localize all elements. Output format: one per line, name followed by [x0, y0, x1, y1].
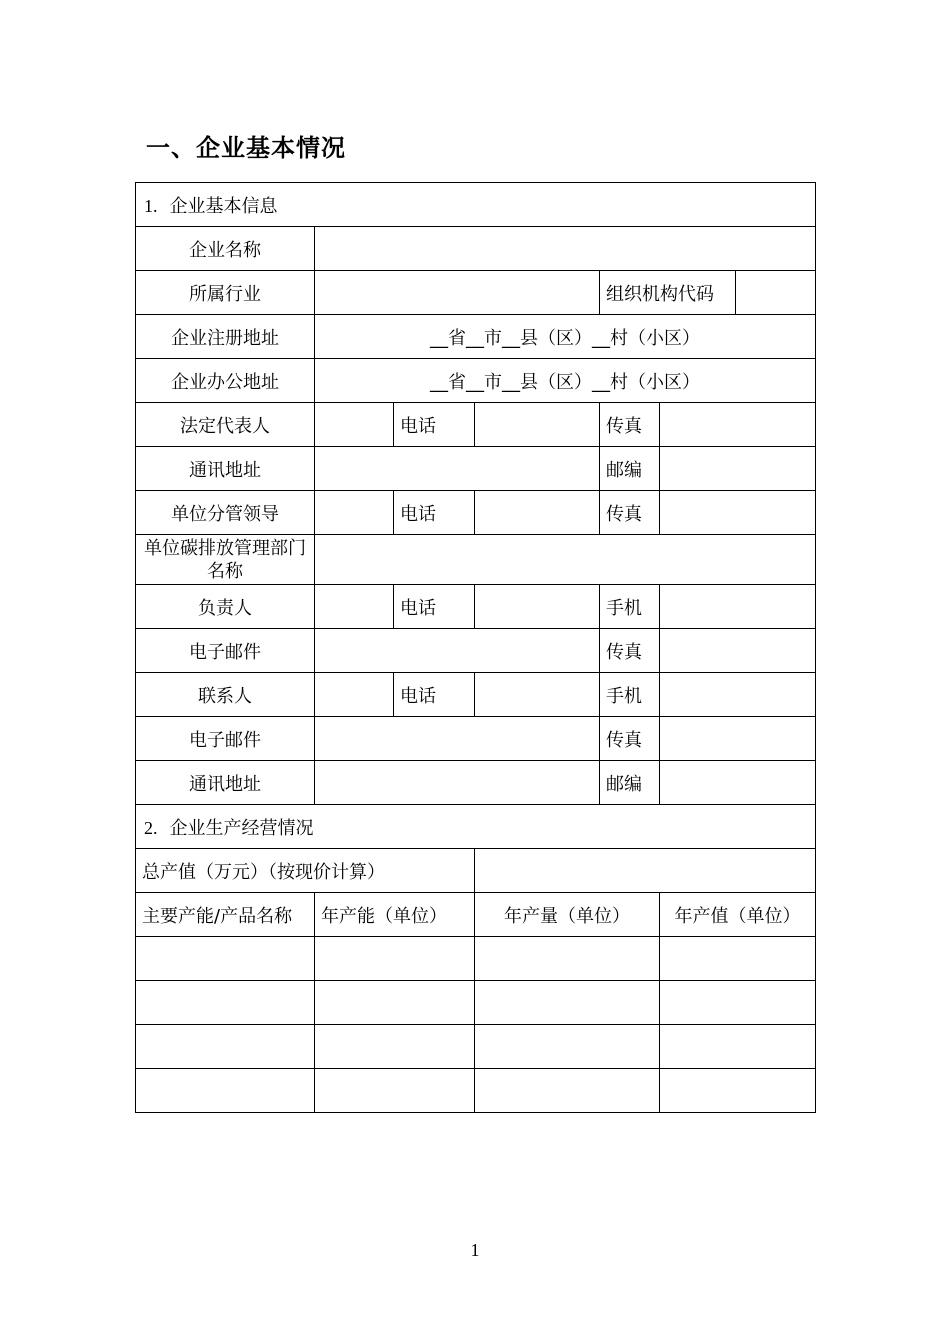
production-cell[interactable] — [136, 937, 315, 981]
production-row — [136, 937, 816, 981]
legal-rep-fax-field[interactable] — [660, 403, 816, 447]
org-code-label: 组织机构代码 — [600, 271, 736, 315]
production-header-capacity: 年产能（单位） — [315, 893, 475, 937]
postcode-label: 邮编 — [600, 447, 660, 491]
section-2-header — [136, 805, 816, 849]
unit-leader-phone-field[interactable] — [475, 491, 600, 535]
contact-mail-address-field[interactable] — [315, 761, 600, 805]
production-cell[interactable] — [660, 1069, 816, 1113]
mail-address-field[interactable] — [315, 447, 600, 491]
production-cell[interactable] — [660, 1025, 816, 1069]
contact-phone-field[interactable] — [475, 673, 600, 717]
production-row — [136, 981, 816, 1025]
production-cell[interactable] — [136, 1069, 315, 1113]
production-cell[interactable] — [660, 981, 816, 1025]
company-name-field[interactable] — [315, 227, 816, 271]
legal-rep-field[interactable] — [315, 403, 394, 447]
section-1-header — [136, 183, 816, 227]
section-2-title: 企业生产经营情况 — [169, 817, 314, 839]
unit-leader-field[interactable] — [315, 491, 394, 535]
office-address-field[interactable]: __省__市__县（区）__村（小区） — [315, 359, 816, 403]
contact-fax-field[interactable] — [660, 717, 816, 761]
contact-mobile-field[interactable] — [660, 673, 816, 717]
contact-mobile-label: 手机 — [600, 673, 660, 717]
production-cell[interactable] — [315, 981, 475, 1025]
production-cell[interactable] — [315, 1069, 475, 1113]
reg-address-label: 企业注册地址 — [136, 315, 315, 359]
unit-leader-label: 单位分管领导 — [136, 491, 315, 535]
contact-field[interactable] — [315, 673, 394, 717]
section-heading: 一、企业基本情况 — [146, 134, 346, 162]
legal-rep-phone-field[interactable] — [475, 403, 600, 447]
person-in-charge-mobile-field[interactable] — [660, 585, 816, 629]
production-cell[interactable] — [136, 981, 315, 1025]
person-in-charge-label: 负责人 — [136, 585, 315, 629]
production-cell[interactable] — [475, 1025, 660, 1069]
legal-rep-label: 法定代表人 — [136, 403, 315, 447]
office-address-label: 企业办公地址 — [136, 359, 315, 403]
production-row — [136, 1025, 816, 1069]
email-field[interactable] — [315, 629, 600, 673]
contact-phone-label: 电话 — [394, 673, 475, 717]
production-header-value: 年产值（单位） — [660, 893, 816, 937]
contact-postcode-label: 邮编 — [600, 761, 660, 805]
section-1-number: 1. — [144, 195, 158, 216]
contact-mail-address-label: 通讯地址 — [136, 761, 315, 805]
person-in-charge-phone-field[interactable] — [475, 585, 600, 629]
production-cell[interactable] — [315, 1025, 475, 1069]
page-number: 1 — [470, 1240, 480, 1260]
production-cell[interactable] — [660, 937, 816, 981]
carbon-dept-field[interactable] — [315, 535, 816, 585]
total-output-field[interactable] — [475, 849, 816, 893]
legal-rep-fax-label: 传真 — [600, 403, 660, 447]
production-header-output: 年产量（单位） — [475, 893, 660, 937]
company-name-label: 企业名称 — [136, 227, 315, 271]
fax-field[interactable] — [660, 629, 816, 673]
production-cell[interactable] — [315, 937, 475, 981]
unit-leader-phone-label: 电话 — [394, 491, 475, 535]
email-label: 电子邮件 — [136, 629, 315, 673]
production-cell[interactable] — [136, 1025, 315, 1069]
production-cell[interactable] — [475, 981, 660, 1025]
section-1-title: 企业基本信息 — [169, 195, 278, 217]
legal-rep-phone-label: 电话 — [394, 403, 475, 447]
production-cell[interactable] — [475, 1069, 660, 1113]
unit-leader-fax-field[interactable] — [660, 491, 816, 535]
production-cell[interactable] — [475, 937, 660, 981]
unit-leader-fax-label: 传真 — [600, 491, 660, 535]
production-header-name: 主要产能/产品名称 — [136, 893, 315, 937]
mail-address-label: 通讯地址 — [136, 447, 315, 491]
total-output-label: 总产值（万元）（按现价计算） — [136, 849, 475, 893]
production-row — [136, 1069, 816, 1113]
reg-address-field[interactable]: __省__市__县（区）__村（小区） — [315, 315, 816, 359]
person-in-charge-phone-label: 电话 — [394, 585, 475, 629]
contact-label: 联系人 — [136, 673, 315, 717]
postcode-field[interactable] — [660, 447, 816, 491]
person-in-charge-field[interactable] — [315, 585, 394, 629]
carbon-dept-label: 单位碳排放管理部门名称 — [136, 535, 315, 585]
org-code-field[interactable] — [736, 271, 816, 315]
section-2-number: 2. — [144, 817, 158, 838]
industry-field[interactable] — [315, 271, 600, 315]
industry-label: 所属行业 — [136, 271, 315, 315]
fax-label: 传真 — [600, 629, 660, 673]
contact-postcode-field[interactable] — [660, 761, 816, 805]
person-in-charge-mobile-label: 手机 — [600, 585, 660, 629]
contact-fax-label: 传真 — [600, 717, 660, 761]
contact-email-field[interactable] — [315, 717, 600, 761]
enterprise-info-table — [135, 182, 816, 1113]
contact-email-label: 电子邮件 — [136, 717, 315, 761]
